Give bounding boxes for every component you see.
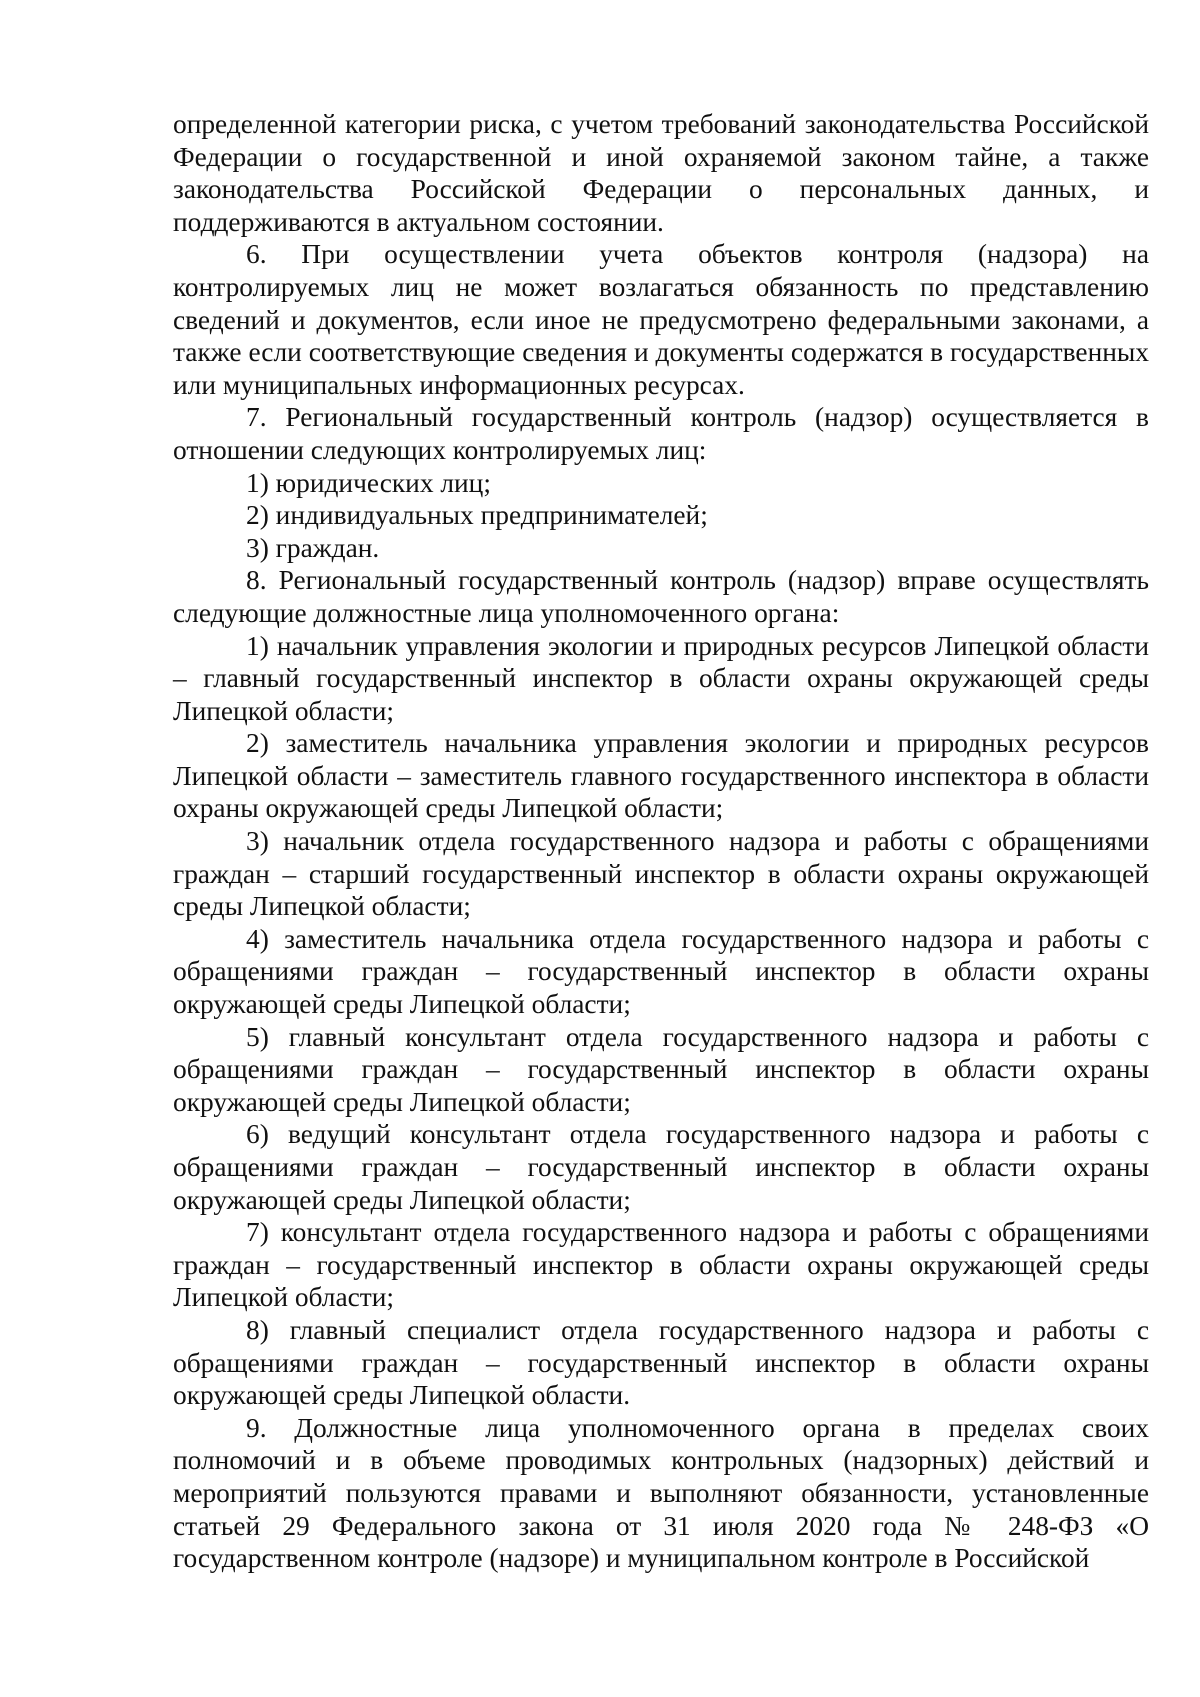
list-item-official-4: 4) заместитель начальника отдела государственного надзора и работы с обращениями граждан – государственный инспектор в области охраны окружающей среды Липецкой области; <box>173 923 1149 1020</box>
list-item-official-3: 3) начальник отдела государственного надзора и работы с обращениями граждан – старший государственный инспектор в области охраны окружающей среды Липецкой области; <box>173 826 1149 922</box>
paragraph-item-9: 9. Должностные лица уполномоченного органа в пределах своих полномочий и в объеме проводимых контрольных (надзорных) действий и мероприятий пользуются правами и выполняют обязанности, установленные статьей 29 Федерального закона от 31 июля 2020 года № 248-ФЗ «О государственном контроле (надзоре) и муниципальном контроле в Российской <box>173 1412 1149 1574</box>
list-item-citizens: 3) граждан. <box>246 532 380 563</box>
list-item-official-7: 7) консультант отдела государственного надзора и работы с обращениями граждан – государственный инспектор в области охраны окружающей среды Липецкой области; <box>173 1217 1149 1313</box>
list-item-official-5: 5) главный консультант отдела государственного надзора и работы с обращениями граждан – государственный инспектор в области охраны окружающей среды Липецкой области; <box>173 1021 1149 1117</box>
paragraph-item-8: 8. Региональный государственный контроль (надзор) вправе осуществлять следующие должностные лица уполномоченного органа: <box>173 565 1149 628</box>
document-page <box>173 108 1149 1575</box>
list-item-entrepreneurs: 2) индивидуальных предпринимателей; <box>246 500 708 531</box>
paragraph-item-7: 7. Региональный государственный контроль (надзор) осуществляется в отношении следующих контролируемых лиц: <box>173 402 1149 465</box>
paragraph-continuation: определенной категории риска, с учетом требований законодательства Российской Федерации о государственной и иной охраняемой законом тайне, а также законодательства Российской Федерации о персональных данных, и поддерживаются в актуальном состоянии. <box>173 109 1149 237</box>
list-item-official-6: 6) ведущий консультант отдела государственного надзора и работы с обращениями граждан – государственный инспектор в области охраны окружающей среды Липецкой области; <box>173 1119 1149 1215</box>
paragraph-item-6: 6. При осуществлении учета объектов контроля (надзора) на контролируемых лиц не может возлагаться обязанность по представлению сведений и документов, если иное не предусмотрено федеральными законами, а также если соответствующие сведения и документы содержатся в государственных или муниципальных информационных ресурсах. <box>173 239 1149 400</box>
list-item-official-8: 8) главный специалист отдела государственного надзора и работы с обращениями граждан – государственный инспектор в области охраны окружающей среды Липецкой области. <box>173 1314 1149 1411</box>
list-item-official-2: 2) заместитель начальника управления экологии и природных ресурсов Липецкой области – заместитель главного государственного инспектора в области охраны окружающей среды Липецкой области; <box>173 728 1149 824</box>
list-item-official-1: 1) начальник управления экологии и природных ресурсов Липецкой области – главный государственный инспектор в области охраны окружающей среды Липецкой области; <box>173 630 1149 726</box>
list-item-legal-entities: 1) юридических лиц; <box>246 467 491 498</box>
